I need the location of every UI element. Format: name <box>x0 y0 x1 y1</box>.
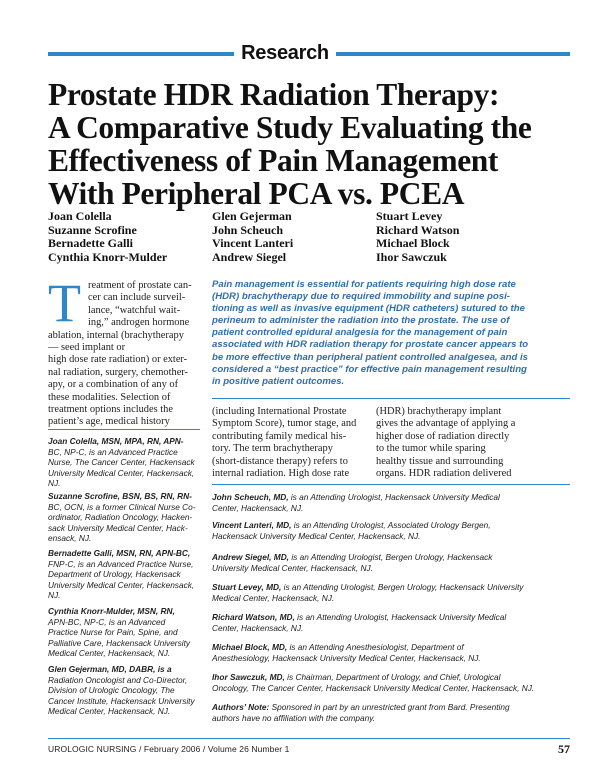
bio-line: NJ. <box>48 590 61 601</box>
bio-line: NJ. <box>48 478 61 489</box>
bio-richard-watson <box>212 612 506 633</box>
author-name: Suzanne Scrofine <box>48 222 137 237</box>
intro-line: ing,” androgen hormone <box>88 317 190 329</box>
bio-bernadette-galli <box>48 548 194 601</box>
body-line: organs. HDR radiation delivered <box>376 468 512 480</box>
bio-line: BC, OCN, is a former Clinical Nurse Co- <box>48 501 196 512</box>
bio-line: University Medical Center, Hackensack, <box>48 467 195 478</box>
bio-line: Center, Hackensack, NJ. <box>212 502 304 513</box>
header-rule-right <box>336 52 570 56</box>
bio-line: authors have no affiliation with the company. <box>212 712 376 723</box>
bio-line: ensack, NJ. <box>48 533 92 544</box>
bio-andrew-siegel <box>212 552 492 573</box>
bio-ihor-sawczuk <box>212 672 534 693</box>
authors-note <box>212 702 510 723</box>
bio-line: University Medical Center, Hackensack, <box>48 579 195 590</box>
intro-line: reatment of prostate can- <box>88 280 192 291</box>
intro-line: cer can include surveil- <box>88 292 186 304</box>
bio-line: is an Attending Urologist, Hackensack University Medical <box>297 612 507 622</box>
bio-line: is an Attending Urologist, Bergen Urology, Hackensack <box>291 552 493 562</box>
author-name: Michael Block <box>376 236 450 250</box>
bio-line: Anesthesiology, Hackensack University Medical Center, Hackensack, NJ. <box>212 652 481 663</box>
footer-rule <box>48 738 570 739</box>
author-name: John Scheuch <box>212 222 284 237</box>
author-name: Andrew Siegel <box>212 249 287 264</box>
bio-name: Joan Colella, MSN, MPA, RN, APN- <box>48 436 184 446</box>
bio-stuart-levey <box>212 582 523 603</box>
author-name: Richard Watson <box>376 222 460 237</box>
bio-line: is an Attending Anesthesiologist, Department of <box>289 642 464 652</box>
body-line: higher dose of radiation directly <box>376 430 510 442</box>
bio-line: Center, Hackensack, NJ. <box>212 622 304 633</box>
bio-line: Radiation Oncologist and Co-Director, <box>48 674 188 685</box>
bio-line: sack University Medical Center, Hack- <box>48 522 188 533</box>
body-line: contributing family medical his- <box>212 430 347 442</box>
bio-name: Glen Gejerman, MD, DABR, is a <box>48 664 172 674</box>
bio-name: Authors’ Note: <box>212 702 270 712</box>
author-name: Vincent Lanteri <box>212 236 294 250</box>
bio-line: FNP-C, is an Advanced Practice Nurse, <box>48 558 194 569</box>
title-line: Effectiveness of Pain Management <box>48 143 498 178</box>
bio-joan-colella <box>48 436 195 489</box>
intro-line: lance, “watchful wait- <box>88 304 181 316</box>
body-line: healthy tissue and surrounding <box>376 455 504 467</box>
bio-line: is an Attending Urologist, Associated Urology Bergen, <box>293 520 491 530</box>
author-name: Bernadette Galli <box>48 236 133 250</box>
bio-name: Andrew Siegel, MD, <box>212 552 289 562</box>
bio-line: Division of Urologic Oncology, The <box>48 685 175 696</box>
author-name: Joan Colella <box>48 209 112 223</box>
bio-name: Richard Watson, MD, <box>212 612 295 622</box>
title-line: Prostate HDR Radiation Therapy: <box>48 77 500 112</box>
body-column-2 <box>212 406 362 480</box>
bio-cynthia-knorr-mulder <box>48 606 190 659</box>
bio-suzanne-scrofine <box>48 491 196 544</box>
author-column-2 <box>212 210 293 264</box>
abstract-line: in positive patient outcomes. <box>212 375 345 387</box>
abstract-line: associated with HDR radiation therapy for prostate cancer appears to <box>212 339 529 351</box>
drop-cap: T <box>48 273 81 333</box>
abstract-rule <box>212 398 570 399</box>
journal-footer: UROLOGIC NURSING / February 2006 / Volume 26 Number 1 <box>48 744 290 754</box>
title-line: With Peripheral PCA vs. PCEA <box>48 176 465 211</box>
intro-line: patient’s age, medical history <box>48 416 170 428</box>
abstract-line: perineum to administer the radiation into the prostate. The use of <box>212 315 510 327</box>
bio-line: Oncology, The Cancer Center, Hackensack University Medical Center, Hackensack, NJ. <box>212 682 535 693</box>
abstract-line: tioning as well as invasive equipment (HDR catheters) sutured to the <box>212 303 525 315</box>
bio-vincent-lanteri <box>212 520 491 541</box>
author-name: Glen Gejerman <box>212 209 292 223</box>
bio-line: ordinator, Radiation Oncology, Hacken- <box>48 512 193 523</box>
bio-line: Hackensack University Medical Center, Hackensack, NJ. <box>212 530 421 541</box>
author-column-1 <box>48 210 167 264</box>
intro-line: apy, or a combination of any of <box>48 379 179 391</box>
bio-name: Ihor Sawczuk, MD, <box>212 672 285 682</box>
body-line: (HDR) brachytherapy implant <box>376 406 502 417</box>
author-name: Stuart Levey <box>376 209 443 223</box>
bio-line: Medical Center, Hackensack, NJ. <box>48 648 171 659</box>
bio-name: Suzanne Scrofine, BSN, BS, RN, RN- <box>48 491 192 501</box>
bio-line: University Medical Center, Hackensack, NJ. <box>212 562 373 573</box>
bio-rule-left <box>48 429 200 430</box>
abstract-line: patient controlled epidural analgesia for the management of pain <box>212 327 508 339</box>
intro-line: these modalities. Selection of <box>48 391 171 403</box>
bio-name: Bernadette Galli, MSN, RN, APN-BC, <box>48 548 191 558</box>
bio-line: is an Attending Urologist, Bergen Urology, Hackensack University <box>283 582 524 592</box>
bio-glen-gejerman <box>48 664 195 717</box>
body-line: internal radiation. High dose rate <box>212 468 350 480</box>
intro-line: nal radiation, surgery, chemother- <box>48 366 189 378</box>
bio-line: Palliative Care, Hackensack University <box>48 637 191 648</box>
intro-line: ablation, internal (brachytherapy <box>48 329 184 341</box>
body-line: gives the advantage of applying a <box>376 418 516 430</box>
bio-line: APN-BC, NP-C, is an Advanced <box>48 616 166 627</box>
page-number: 57 <box>558 742 570 756</box>
bio-line: Cancer Institute, Hackensack University <box>48 695 195 706</box>
author-name: Cynthia Knorr-Mulder <box>48 249 168 264</box>
bio-john-scheuch <box>212 492 500 513</box>
bio-line: BC, NP-C, is an Advanced Practice <box>48 446 178 457</box>
bio-line: Medical Center, Hackensack, NJ. <box>48 706 171 717</box>
bio-line: is an Attending Urologist, Hackensack University Medical <box>290 492 500 502</box>
title-line: A Comparative Study Evaluating the <box>48 110 532 145</box>
abstract-line: (HDR) brachytherapy due to required immobility and supine posi- <box>212 291 510 303</box>
bio-rule-right <box>212 484 570 485</box>
bio-line: Department of Urology, Hackensack <box>48 569 181 580</box>
bio-name: Michael Block, MD, <box>212 642 288 652</box>
section-label: Research <box>241 42 329 64</box>
abstract-line: Pain management is essential for patients requiring high dose rate <box>212 279 516 290</box>
bio-name: Stuart Levey, MD, <box>212 582 282 592</box>
bio-line: Sponsored in part by an unrestricted grant from Bard. Presenting <box>271 702 510 712</box>
intro-line: treatment options includes the <box>48 404 173 416</box>
bio-line: Practice Nurse for Pain, Spine, and <box>48 627 178 638</box>
bio-name: Vincent Lanteri, MD, <box>212 520 292 530</box>
author-name: Ihor Sawczuk <box>376 249 447 264</box>
header-rule-left <box>48 52 234 56</box>
bio-line: is Chairman, Department of Urology, and Chief, Urological <box>287 672 501 682</box>
intro-text-bottom <box>48 330 200 429</box>
body-line: to the tumor while sparing <box>376 443 486 455</box>
intro-text-top <box>88 280 200 330</box>
intro-line: — seed implant or <box>48 342 126 353</box>
body-line: (short-distance therapy) refers to <box>212 455 348 467</box>
bio-michael-block <box>212 642 481 663</box>
body-column-3 <box>376 406 526 480</box>
bio-line: Medical Center, Hackensack, NJ. <box>212 592 335 603</box>
author-column-3 <box>376 210 459 264</box>
bio-name: John Scheuch, MD, <box>212 492 289 502</box>
abstract-line: considered a “best practice” for effective pain management resulting <box>212 363 527 375</box>
body-line: tory. The term brachytherapy <box>212 443 333 455</box>
bio-line: Nurse, The Cancer Center, Hackensack <box>48 457 195 468</box>
body-line: Symptom Score), tumor stage, and <box>212 418 357 430</box>
abstract-line: be more effective than peripheral patient controlled analgesea, and is <box>212 351 528 363</box>
article-title <box>48 78 568 210</box>
body-line: (including International Prostate <box>212 406 347 417</box>
abstract <box>212 279 570 388</box>
bio-name: Cynthia Knorr-Mulder, MSN, RN, <box>48 606 175 616</box>
intro-line: high dose rate radiation) or exter- <box>48 354 188 366</box>
